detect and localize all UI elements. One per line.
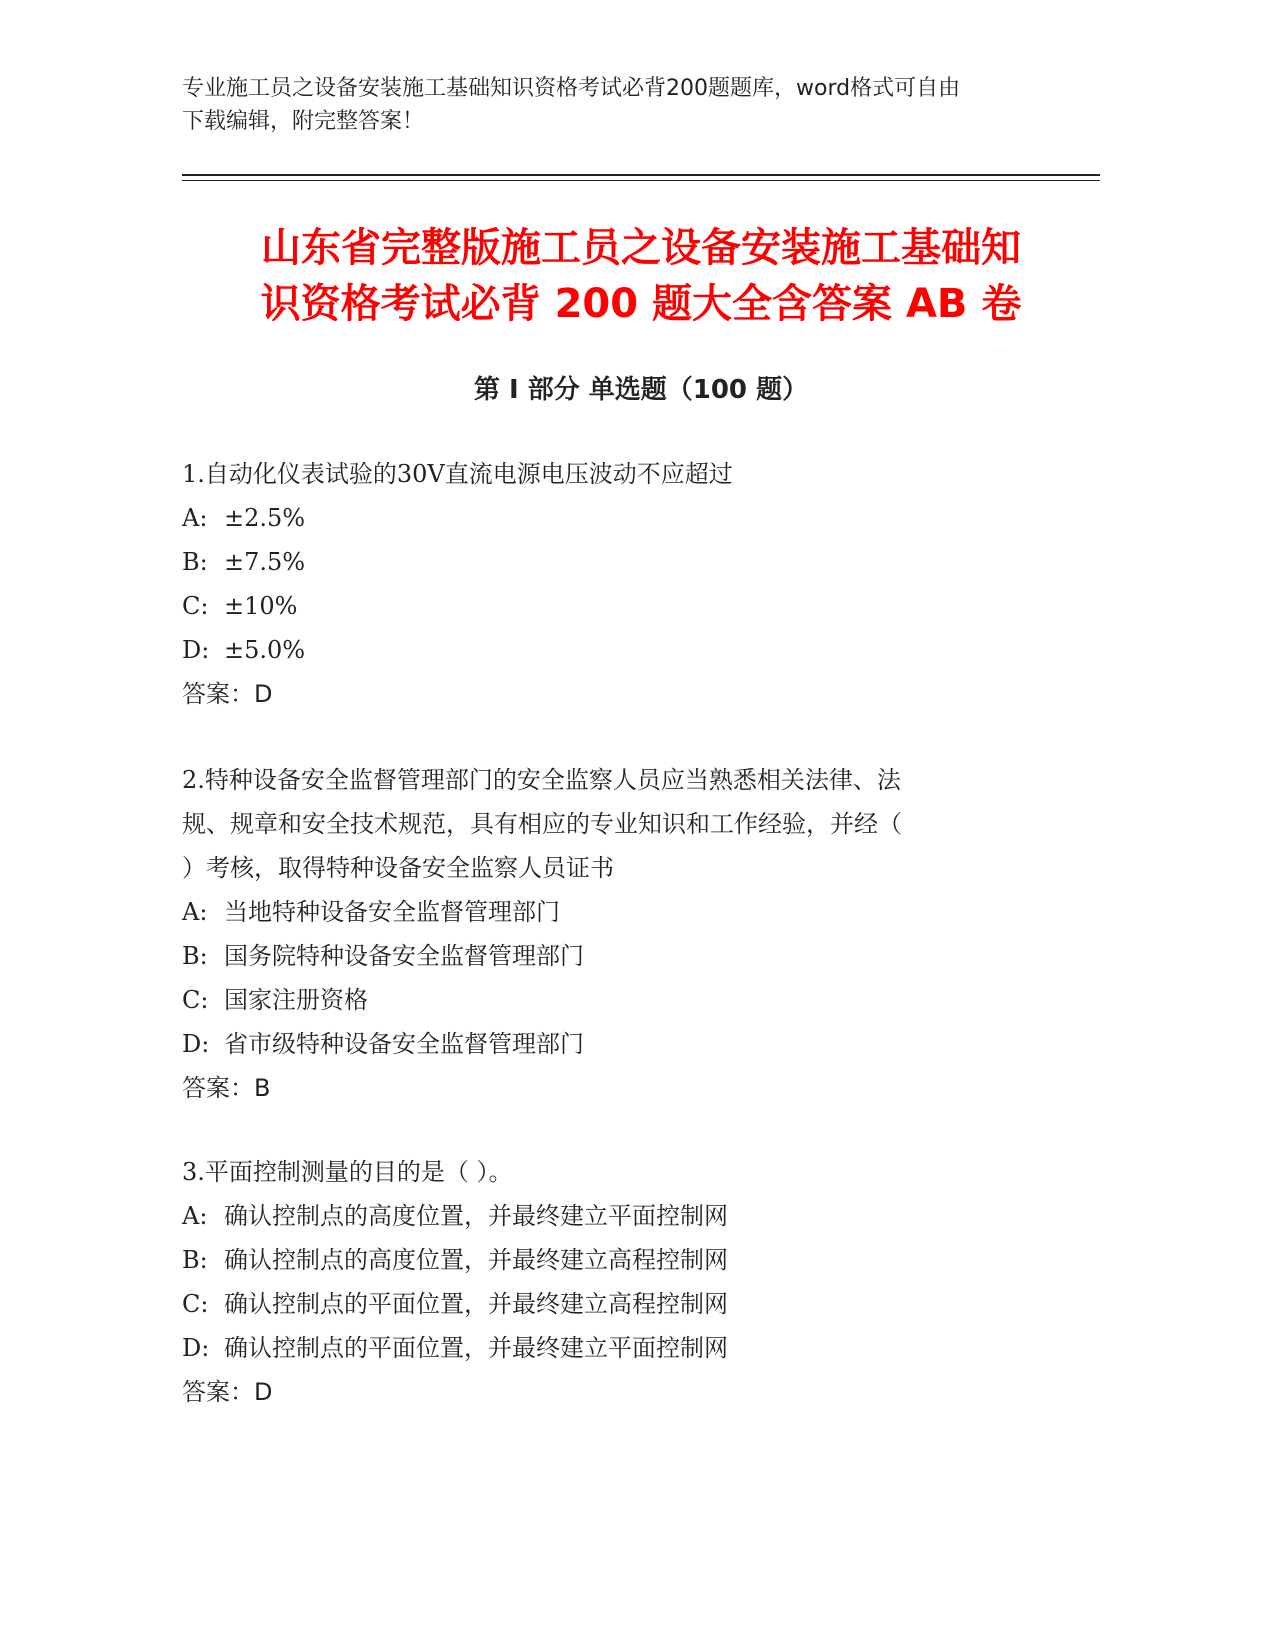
- section-title: 第 I 部分 单选题（100 题）: [473, 375, 809, 405]
- option-text: 确认控制点的高度位置，并最终建立平面控制网: [224, 1202, 728, 1230]
- option-text: ±10%: [224, 592, 298, 620]
- option-c: [182, 978, 1042, 1022]
- header-divider-thick: [182, 174, 1100, 176]
- option-key: D:: [182, 1030, 210, 1058]
- option-key: B:: [182, 1246, 208, 1274]
- option-key: B:: [182, 548, 208, 576]
- question-2: [182, 758, 1042, 1110]
- option-key: D:: [182, 636, 210, 664]
- question-stem-line: ）考核，取得特种设备安全监察人员证书: [182, 854, 614, 882]
- question-stem: [182, 452, 1042, 496]
- header-note: [182, 72, 1062, 138]
- option-text: 省市级特种设备安全监督管理部门: [224, 1030, 584, 1058]
- option-d: [182, 1326, 1042, 1370]
- option-text: 国务院特种设备安全监督管理部门: [224, 942, 584, 970]
- option-key: A:: [182, 898, 208, 926]
- question-stem-line: 3.平面控制测量的目的是（ ）。: [182, 1158, 513, 1186]
- option-key: C:: [182, 592, 209, 620]
- option-key: D:: [182, 1334, 210, 1362]
- document-title-line-2: 识资格考试必背 200 题大全含答案 AB 卷: [260, 281, 1022, 327]
- option-d: [182, 628, 1042, 672]
- option-key: C:: [182, 986, 209, 1014]
- option-c: [182, 584, 1042, 628]
- option-text: ±7.5%: [224, 548, 306, 576]
- question-1: [182, 452, 1042, 716]
- option-text: 当地特种设备安全监督管理部门: [224, 898, 560, 926]
- option-text: 确认控制点的平面位置，并最终建立高程控制网: [224, 1290, 728, 1318]
- answer-label: 答案：D: [182, 1378, 273, 1406]
- question-stem: [182, 1150, 1042, 1194]
- header-note-line-2: 下载编辑，附完整答案！: [182, 109, 425, 134]
- option-key: C:: [182, 1290, 209, 1318]
- option-key: A:: [182, 1202, 208, 1230]
- document-title-line-1: 山东省完整版施工员之设备安装施工基础知: [261, 225, 1021, 271]
- answer-label: 答案：B: [182, 1074, 271, 1102]
- option-d: [182, 1022, 1042, 1066]
- question-3: [182, 1150, 1042, 1414]
- document-title: [182, 220, 1100, 332]
- option-b: [182, 934, 1042, 978]
- answer-label: 答案：D: [182, 680, 273, 708]
- option-text: 确认控制点的平面位置，并最终建立平面控制网: [224, 1334, 728, 1362]
- question-stem-line: 2.特种设备安全监督管理部门的安全监察人员应当熟悉相关法律、法: [182, 766, 901, 794]
- option-text: ±5.0%: [224, 636, 306, 664]
- option-text: ±2.5%: [224, 504, 306, 532]
- question-stem-line: 1.自动化仪表试验的30V直流电源电压波动不应超过: [182, 460, 733, 488]
- option-text: 确认控制点的高度位置，并最终建立高程控制网: [224, 1246, 728, 1274]
- option-a: [182, 890, 1042, 934]
- option-a: [182, 496, 1042, 540]
- option-a: [182, 1194, 1042, 1238]
- header-divider-thin: [182, 180, 1100, 181]
- question-stem-line: 规、规章和安全技术规范，具有相应的专业知识和工作经验，并经（: [182, 810, 902, 838]
- option-key: A:: [182, 504, 208, 532]
- header-note-line-1: 专业施工员之设备安装施工基础知识资格考试必背200题题库，word格式可自由: [182, 76, 961, 101]
- option-b: [182, 1238, 1042, 1282]
- question-stem: [182, 758, 1042, 890]
- option-key: B:: [182, 942, 208, 970]
- option-c: [182, 1282, 1042, 1326]
- option-b: [182, 540, 1042, 584]
- option-text: 国家注册资格: [224, 986, 368, 1014]
